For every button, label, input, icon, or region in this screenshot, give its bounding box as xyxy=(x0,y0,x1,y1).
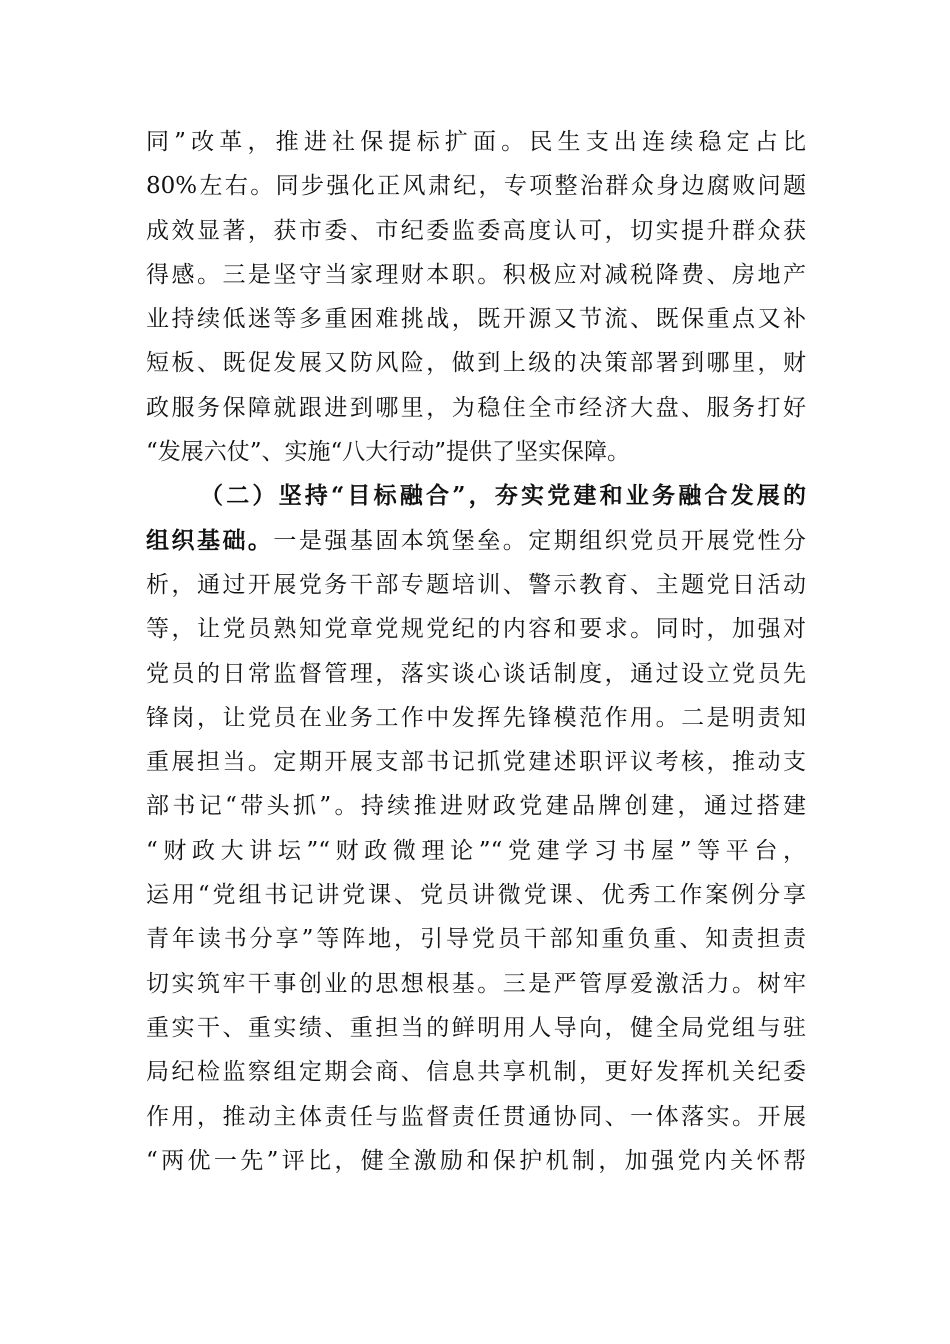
text-line-12: 等，让党员熟知党章党规党纪的内容和要求。同时，加强对 xyxy=(146,616,806,643)
text-line-8: “发展六仗”、实施“八大行动”提供了坚实保障。 xyxy=(146,439,631,466)
text-line-17: “财政大讲坛”“财政微理论”“党建学习书屋”等平台， xyxy=(146,837,806,864)
text-line-6: 短板、既促发展又防风险，做到上级的决策部署到哪里，财 xyxy=(146,350,806,377)
text-line-23: 作用，推动主体责任与监督责任贯通协同、一体落实。开展 xyxy=(146,1103,806,1130)
text-line-1: 同”改革，推进社保提标扩面。民生支出连续稳定占比 xyxy=(146,129,806,155)
section-body-start: 一是强基固本筑堡垒。定期组织党员开展党性分 xyxy=(273,527,807,554)
text-line-7: 政服务保障就跟进到哪里，为稳住全市经济大盘、服务打好 xyxy=(146,394,806,421)
body-text xyxy=(146,120,806,1183)
text-line-2: 80%左右。同步强化正风肃纪，专项整治群众身边腐败问题 xyxy=(146,173,806,200)
text-line-20: 切实筑牢干事创业的思想根基。三是严管厚爱激活力。树牢 xyxy=(146,970,806,997)
text-line-5: 业持续低迷等多重困难挑战，既开源又节流、既保重点又补 xyxy=(146,306,806,333)
text-line-16: 部书记“带头抓”。持续推进财政党建品牌创建，通过搭建 xyxy=(146,793,806,820)
text-line-24: “两优一先”评比，健全激励和保护机制，加强党内关怀帮 xyxy=(146,1147,806,1174)
section-heading-line-1: （二）坚持“目标融合”，夯实党建和业务融合发展的 xyxy=(200,482,806,510)
section-heading-tail: 组织基础。 xyxy=(146,526,274,554)
text-line-14: 锋岗，让党员在业务工作中发挥先锋模范作用。二是明责知 xyxy=(146,704,806,731)
text-line-18: 运用“党组书记讲党课、党员讲微党课、优秀工作案例分享 xyxy=(146,882,806,909)
text-line-15: 重展担当。定期开展支部书记抓党建述职评议考核，推动支 xyxy=(146,749,806,776)
text-line-3: 成效显著，获市委、市纪委监委高度认可，切实提升群众获 xyxy=(146,217,806,244)
section-heading-line-2 xyxy=(146,519,806,563)
text-line-19: 青年读书分享”等阵地，引导党员干部知重负重、知责担责 xyxy=(146,926,806,953)
text-line-4: 得感。三是坚守当家理财本职。积极应对减税降费、房地产 xyxy=(146,261,806,288)
text-line-13: 党员的日常监督管理，落实谈心谈话制度，通过设立党员先 xyxy=(146,660,806,687)
text-line-22: 局纪检监察组定期会商、信息共享机制，更好发挥机关纪委 xyxy=(146,1059,806,1086)
text-line-21: 重实干、重实绩、重担当的鲜明用人导向，健全局党组与驻 xyxy=(146,1014,806,1041)
text-line-11: 析，通过开展党务干部专题培训、警示教育、主题党日活动 xyxy=(146,571,806,598)
